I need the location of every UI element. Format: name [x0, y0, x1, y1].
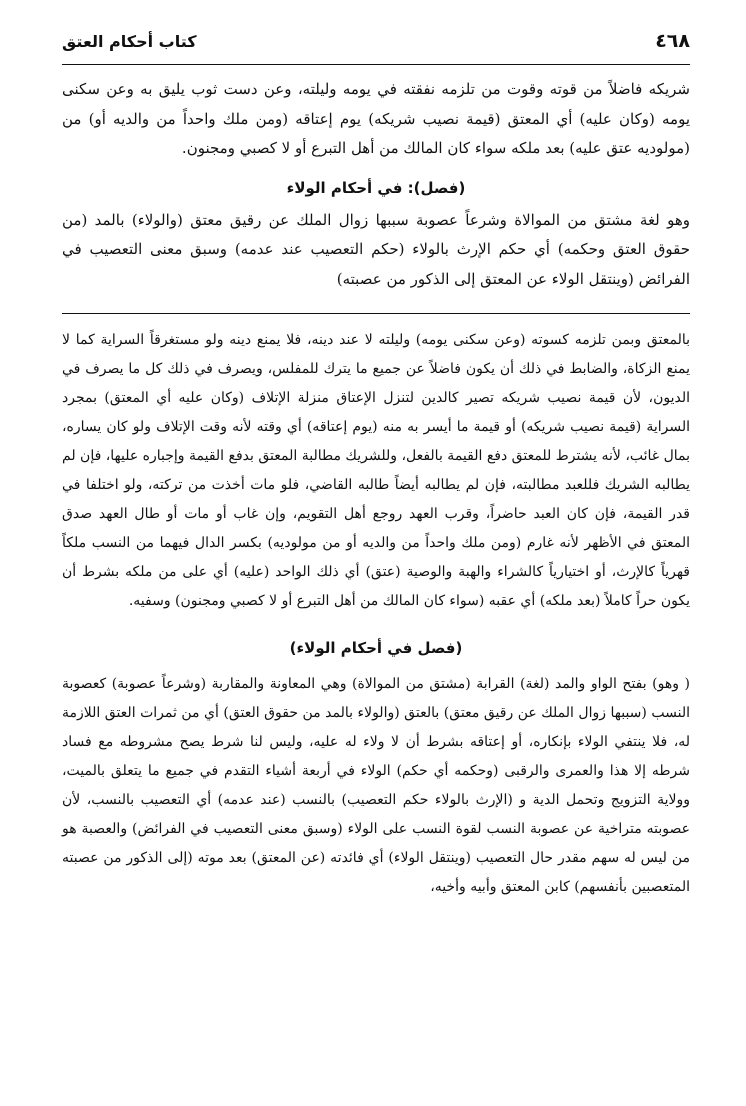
footnote-divider: [62, 313, 690, 314]
commentary-paragraph: بالمعتق وبمن تلزمه كسوته (وعن سكنى يومه) وليلته لا عند دينه، فلا يمنع دينه ولو مستغرقاً السراية كما لا يمنع الزكاة، والضابط في ذلك أن يكون فاضلاً عن جميع ما يترك للمفلس، ويصرف في ذلك كل ما يصرف في الديون، لأن قيمة نصيب شريكه تصير كالدين لتنزل الإعتاق منزلة الإتلاف (وكان عليه أي المعتق) بمجرد السراية (قيمة نصيب شريكه) أو قيمة ما أيسر به منه (يوم إعتاقه) أي وقته لأنه وقت الإتلاف ولو كان يساره، بمال غائب، لأنه يشترط للمعتق دفع القيمة بالفعل، وللشريك مطالبة المعتق بدفع القيمة وإجباره عليها، فإن لم يطالبه الشريك فللعبد مطالبته، فإن لم يطالبه أيضاً طالبه القاضي، فلو مات أخذت من تركته، ولو اختلفا في قدر القيمة، فإن كان العبد حاضراً، وقرب العهد روجع أهل التقويم، وإن غاب أو مات أو طال العهد صدق المعتق في الأظهر لأنه غارم (ومن ملك واحداً من والديه أو من مولوديه) بكسر الدال فيهما من النسب ملكاً قهرياً كالإرث، أو اختيارياً كالشراء والهبة والوصية (عتق) أي ذلك الواحد (عليه) أي على من ملكه بشرط أن يكون حراً كاملاً (بعد ملكه) أي عقبه (سواء كان المالك من أهل التبرع أو لا كصبي ومجنون) وسفيه.: [62, 331, 690, 609]
running-title: كتاب أحكام العتق: [62, 32, 197, 51]
section-heading: (فصل): في أحكام الولاء: [286, 178, 466, 197]
main-text: [62, 75, 690, 295]
book-page: [62, 30, 690, 1090]
commentary-paragraph: ( وهو) بفتح الواو والمد (لغة) القرابة (مشتق من الموالاة) وهي المعاونة والمقاربة (وشرعاً عصوبة) كعصوبة النسب (سببها زوال الملك عن رقيق معتق) بالعتق (والولاء بالمد من حقوق العتق) أي من ثمرات العتق اللازمة له، فلا ينتفي الولاء بإنكاره، أو إعتاقه بشرط أن لا ولاء له عليه، وليس لنا شرط يصح مشروطه مع فساد شرطه إلا هذا والعمرى والرقبى (وحكمه أي حكم) الولاء في أربعة أشياء التقدم في جميع ما يتعلق بالميت، وولاية التزويج وتحمل الدية و (الإرث بالولاء حكم التعصيب) بالنسب (عند عدمه) أي التعصيب بالنسب، لأن عصوبته متراخية عن عصوبة النسب لقوة النسب على الولاء (وسبق معنى التعصيب في الفرائض) والعصبة هو من ليس له سهم مقدر حال التعصيب (وينتقل الولاء) أي فائدته (عن المعتق) بعد موته (إلى الذكور من عصبته المتعصبين بأنفسهم) كابن المعتق وأبيه وأخيه،: [62, 675, 690, 895]
main-text-paragraph: شريكه فاضلاً من قوته وقوت من تلزمه نفقته في يومه وليلته، وعن دست ثوب يليق به وعن سكنى يومه (وكان عليه) أي المعتق (قيمة نصيب شريكه) يوم إعتاقه (ومن ملك واحداً من والديه أو) من (مولوديه عتق عليه) بعد ملكه سواء كان المالك من أهل التبرع أو لا كصبي ومجنون.: [62, 80, 690, 158]
commentary-text: [62, 326, 690, 902]
main-text-paragraph: وهو لغة مشتق من الموالاة وشرعاً عصوبة سببها زوال الملك عن رقيق معتق (والولاء) بالمد (من حقوق العتق وحكمه) أي حكم الإرث بالولاء (حكم التعصيب عند عدمه) وسبق معنى التعصيب في الفرائض (وينتقل الولاء عن المعتق إلى الذكور من عصبته): [62, 210, 690, 288]
commentary-section-heading: (فصل في أحكام الولاء): [289, 638, 463, 657]
page-header: [62, 30, 690, 65]
page-number: ٤٦٨: [655, 30, 690, 52]
